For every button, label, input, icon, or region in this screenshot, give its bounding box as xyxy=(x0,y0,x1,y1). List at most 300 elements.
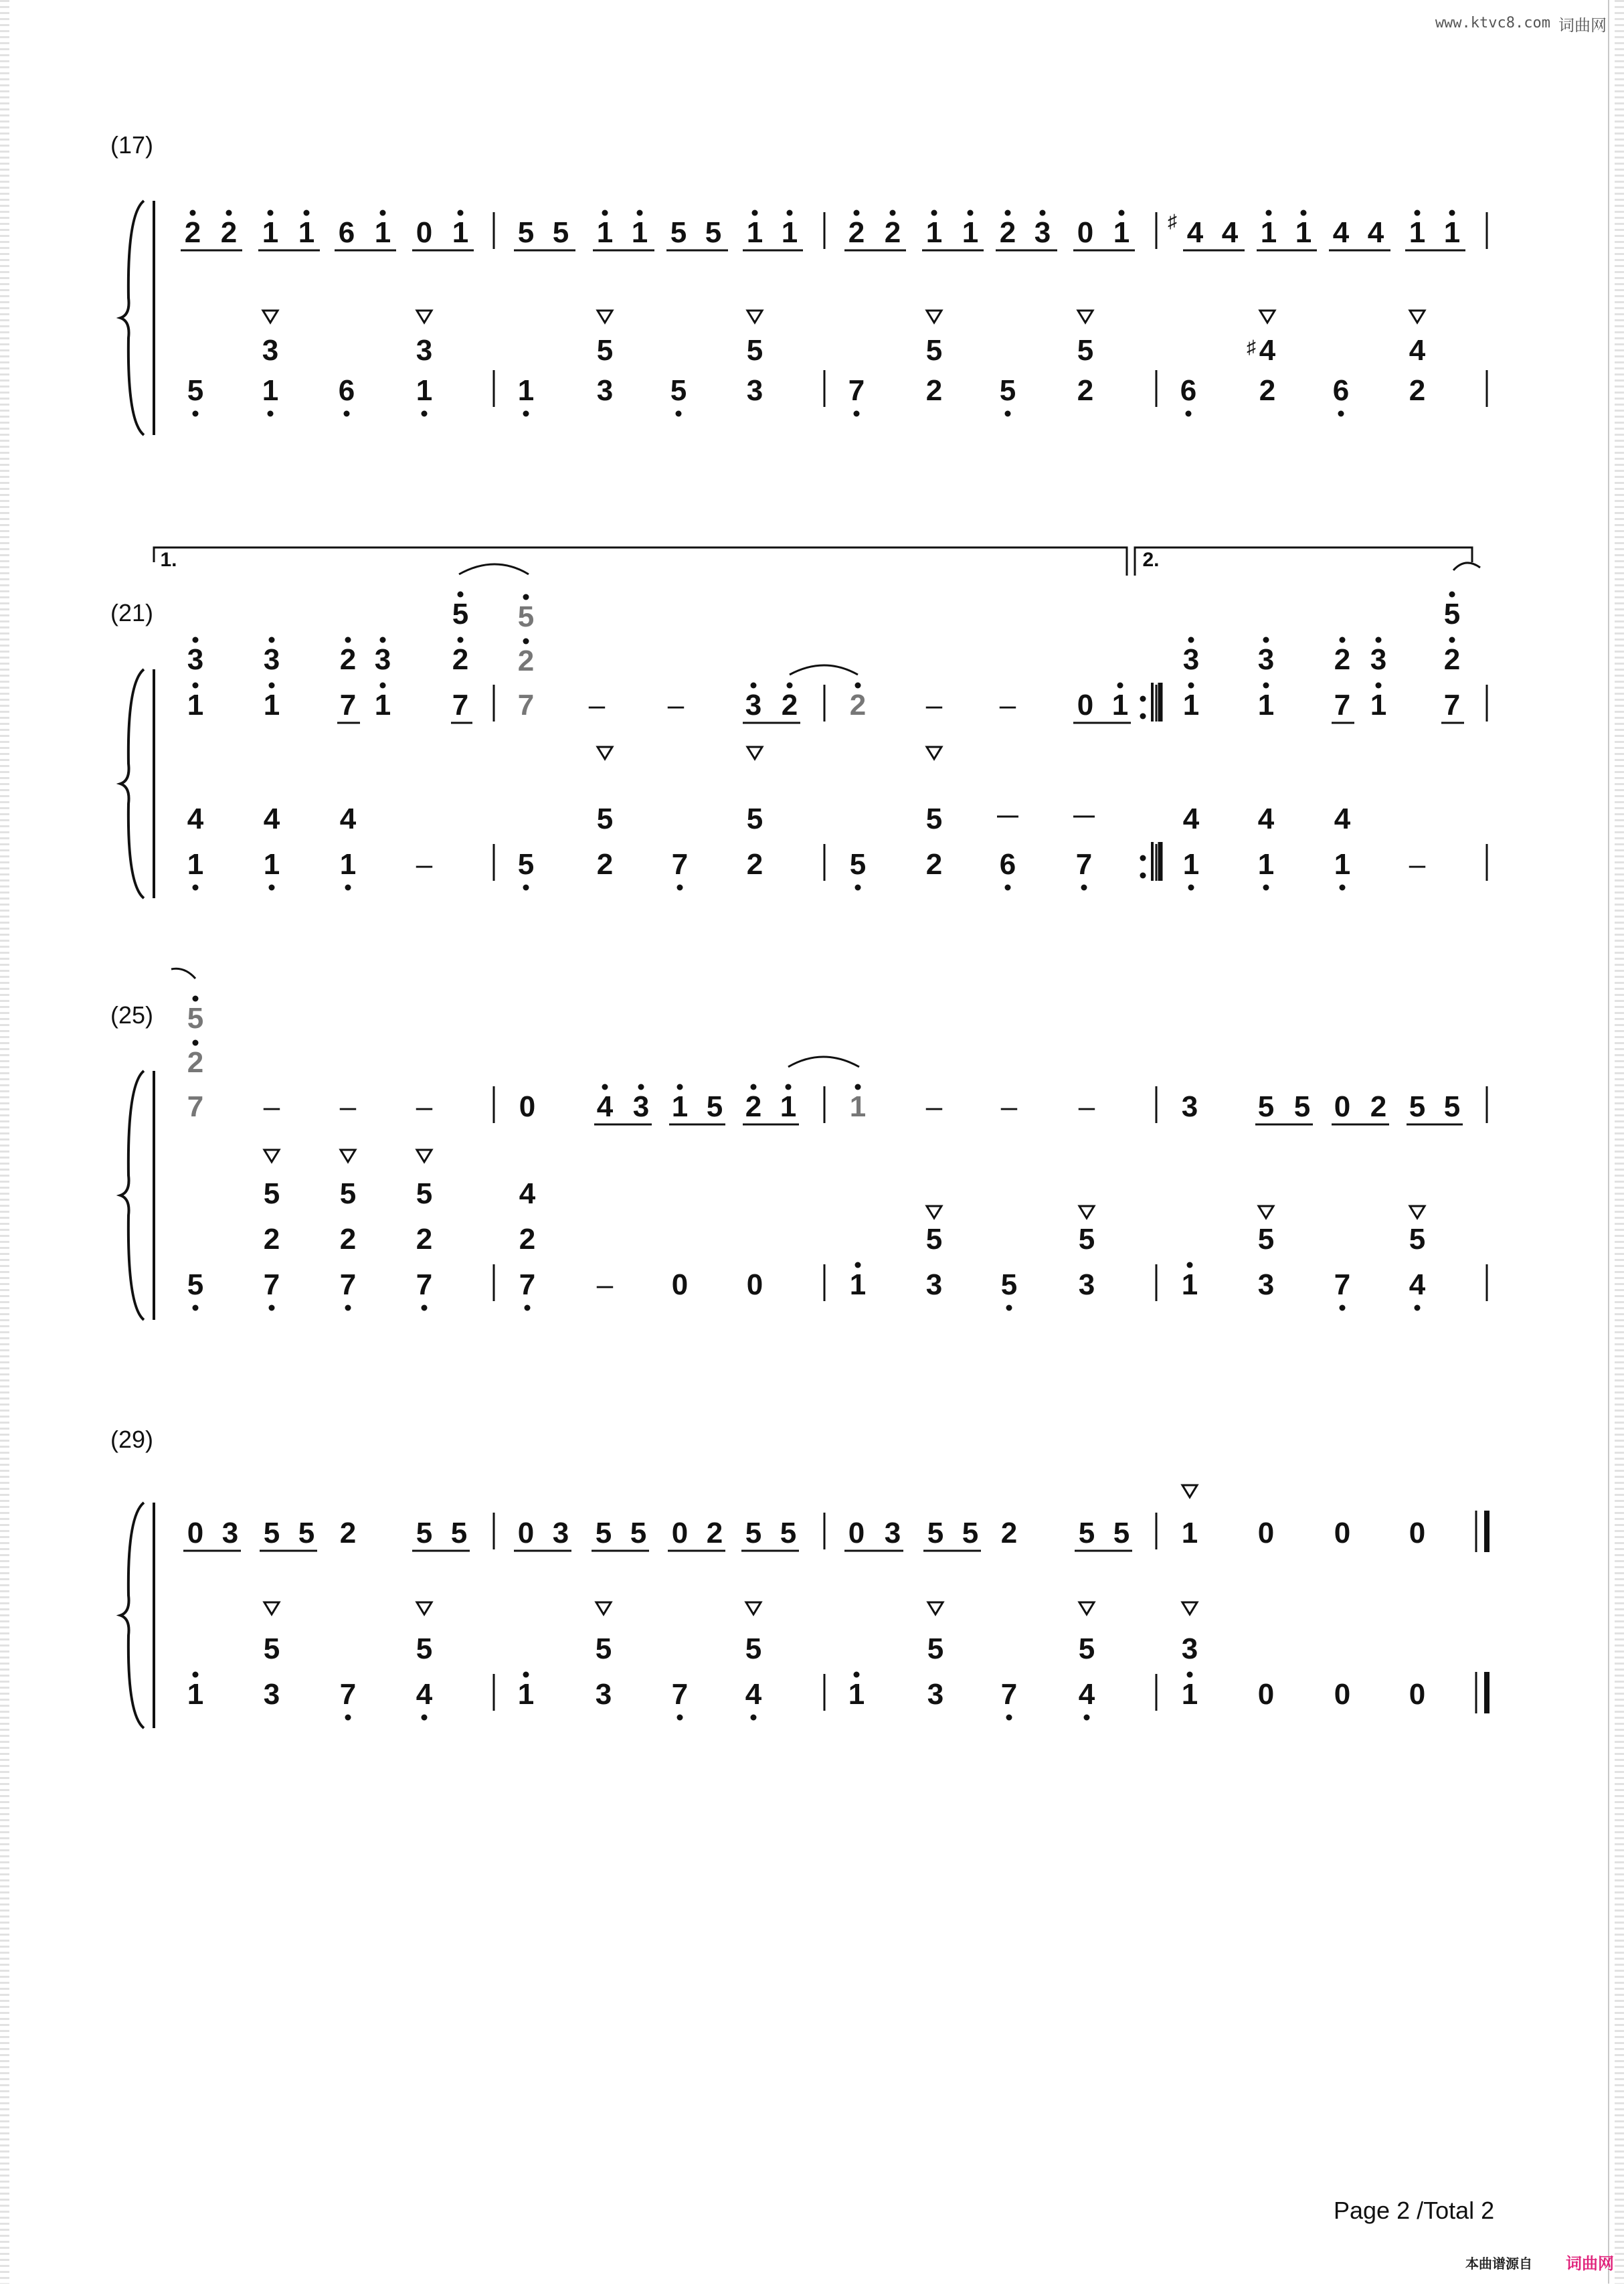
note: 3 xyxy=(595,1678,612,1711)
note: 1 xyxy=(1257,689,1275,722)
low-octave-dot xyxy=(1340,1305,1346,1311)
note: 6 xyxy=(999,848,1016,881)
note: – xyxy=(263,1090,280,1123)
high-octave-dot xyxy=(458,637,464,643)
note: 5 xyxy=(1409,1223,1426,1256)
note: 1 xyxy=(1113,216,1130,249)
accent-triangle xyxy=(747,747,762,759)
note: 2 xyxy=(1000,1517,1018,1549)
note: 1 xyxy=(339,848,357,881)
high-octave-dot xyxy=(855,683,861,689)
note: 5 xyxy=(596,802,614,835)
note: 4 xyxy=(1257,802,1275,835)
note: 7 xyxy=(1334,689,1351,722)
note: – xyxy=(416,848,433,881)
high-octave-dot xyxy=(1187,1262,1193,1268)
high-octave-dot xyxy=(602,1084,608,1090)
high-octave-dot xyxy=(854,1672,860,1678)
note: 3 xyxy=(221,1517,239,1549)
note: – xyxy=(1078,1090,1095,1123)
high-octave-dot xyxy=(193,637,199,643)
note: 5 xyxy=(450,1517,468,1549)
note: 4 xyxy=(416,1678,433,1711)
note: 1 xyxy=(416,374,433,407)
note: 4 xyxy=(596,1090,614,1123)
low-octave-dot xyxy=(193,1305,199,1311)
high-octave-dot xyxy=(1263,683,1269,689)
note: 5 xyxy=(925,802,943,835)
high-octave-dot xyxy=(751,683,757,689)
low-octave-dot xyxy=(1006,1715,1012,1721)
note: 5 xyxy=(1078,1517,1095,1549)
note: 5 xyxy=(670,374,687,407)
note: 0 xyxy=(1077,689,1094,722)
measure-number-29: (29) xyxy=(110,1426,154,1453)
note: 2 xyxy=(339,1223,357,1256)
accent-triangle xyxy=(927,747,941,759)
note: 2 xyxy=(452,643,469,676)
note: 3 xyxy=(1257,643,1275,676)
high-octave-dot xyxy=(968,210,974,216)
high-octave-dot xyxy=(1301,210,1307,216)
note: 5 xyxy=(745,1632,762,1665)
high-octave-dot xyxy=(931,210,937,216)
note: 4 xyxy=(1409,1268,1426,1301)
note: – xyxy=(925,1090,943,1123)
high-octave-dot xyxy=(1376,683,1382,689)
low-octave-dot xyxy=(676,411,682,417)
note: 5 xyxy=(927,1632,944,1665)
site-url: www.ktvc8.com xyxy=(1435,15,1550,31)
note: 5 xyxy=(298,1517,315,1549)
note: 1 xyxy=(1182,689,1200,722)
accent-triangle xyxy=(598,311,612,323)
note: 5 xyxy=(1293,1090,1311,1123)
accent-triangle xyxy=(1079,1206,1094,1218)
high-octave-dot xyxy=(1188,683,1194,689)
note: 3 xyxy=(746,374,763,407)
note: 3 xyxy=(884,1517,901,1549)
note: 3 xyxy=(745,689,762,722)
note: 5 xyxy=(1443,1090,1461,1123)
high-octave-dot xyxy=(380,637,386,643)
accent-triangle xyxy=(928,1602,943,1614)
note: 2 xyxy=(848,216,865,249)
note: 4 xyxy=(339,802,357,835)
low-octave-dot xyxy=(854,411,860,417)
grand-staff-brace xyxy=(120,1071,144,1320)
note: 1 xyxy=(1260,216,1277,249)
accent-triangle xyxy=(1182,1602,1197,1614)
high-octave-dot xyxy=(602,210,608,216)
high-octave-dot xyxy=(787,683,793,689)
note: 0 xyxy=(519,1090,536,1123)
tie-slur xyxy=(788,1057,859,1067)
accent-triangle xyxy=(1260,311,1275,323)
note: 2 xyxy=(925,374,943,407)
low-octave-dot xyxy=(269,885,275,891)
note: 2 xyxy=(746,848,763,881)
high-octave-dot xyxy=(193,1672,199,1678)
note: 5 xyxy=(1443,598,1461,630)
note: 5 xyxy=(1257,1090,1275,1123)
note: 7 xyxy=(671,1678,689,1711)
note: 7 xyxy=(848,374,865,407)
note: 5 xyxy=(745,1517,762,1549)
note: 7 xyxy=(1000,1678,1018,1711)
note: 1 xyxy=(1181,1517,1198,1549)
note: 5 xyxy=(416,1177,433,1210)
note: 7 xyxy=(1443,689,1461,722)
low-octave-dot xyxy=(345,1715,351,1721)
high-octave-dot xyxy=(1449,592,1455,598)
note: – xyxy=(1409,848,1426,881)
note: 5 xyxy=(670,216,687,249)
note: 4 xyxy=(1182,802,1200,835)
low-octave-dot xyxy=(422,1715,428,1721)
note: 5 xyxy=(1409,1090,1426,1123)
high-octave-dot xyxy=(269,683,275,689)
note: 1 xyxy=(263,689,280,722)
note: 4 xyxy=(1367,216,1384,249)
accent-triangle xyxy=(927,1206,941,1218)
accent-triangle xyxy=(927,311,941,323)
note: 2 xyxy=(416,1223,433,1256)
note: 0 xyxy=(187,1517,204,1549)
note: 5 xyxy=(999,374,1016,407)
note: 7 xyxy=(1075,848,1093,881)
note: 1 xyxy=(1370,689,1387,722)
note: 4 xyxy=(187,802,204,835)
note: 7 xyxy=(339,1268,357,1301)
note: 4 xyxy=(1186,216,1204,249)
high-octave-dot xyxy=(345,637,351,643)
source-text: 本曲谱源自 xyxy=(1465,2256,1532,2272)
note: 2 xyxy=(1370,1090,1387,1123)
note: 2 xyxy=(596,848,614,881)
note: 4 xyxy=(745,1678,762,1711)
note: 5 xyxy=(339,1177,357,1210)
note: 0 xyxy=(671,1517,689,1549)
note: 2 xyxy=(849,689,867,722)
note: 1 xyxy=(1257,848,1275,881)
note: 4 xyxy=(263,802,280,835)
high-octave-dot xyxy=(304,210,310,216)
note: 1 xyxy=(374,216,391,249)
note: 4 xyxy=(1259,334,1276,367)
note: 3 xyxy=(596,374,614,407)
note: 7 xyxy=(339,689,357,722)
note: 0 xyxy=(1077,216,1094,249)
note: 5 xyxy=(927,1517,944,1549)
accent-triangle xyxy=(263,311,278,323)
note: 5 xyxy=(263,1177,280,1210)
note: 0 xyxy=(1334,1090,1351,1123)
high-octave-dot xyxy=(752,210,758,216)
low-octave-dot xyxy=(1263,885,1269,891)
note: 5 xyxy=(706,1090,723,1123)
note: 3 xyxy=(1370,643,1387,676)
note: 0 xyxy=(848,1517,865,1549)
repeat-dot xyxy=(1140,855,1146,861)
note: 5 xyxy=(705,216,722,249)
grand-staff-brace xyxy=(120,669,144,898)
note: 5 xyxy=(1000,1268,1018,1301)
note: – xyxy=(416,1090,433,1123)
note: 0 xyxy=(416,216,433,249)
note: 1 xyxy=(1111,689,1129,722)
note: 7 xyxy=(339,1678,357,1711)
high-octave-dot xyxy=(193,1040,199,1046)
note: 6 xyxy=(338,216,355,249)
note: 2 xyxy=(184,216,201,249)
high-octave-dot xyxy=(1005,210,1011,216)
grand-staff-brace xyxy=(120,1503,144,1728)
high-octave-dot xyxy=(1188,637,1194,643)
high-octave-dot xyxy=(268,210,274,216)
note: 5 xyxy=(1078,1632,1095,1665)
note: 0 xyxy=(1334,1678,1351,1711)
accent-triangle xyxy=(1182,1485,1197,1497)
high-octave-dot xyxy=(1119,210,1125,216)
high-octave-dot xyxy=(787,210,793,216)
low-octave-dot xyxy=(345,1305,351,1311)
note: 5 xyxy=(746,334,763,367)
note: 5 xyxy=(849,848,867,881)
low-octave-dot xyxy=(1340,885,1346,891)
note: 7 xyxy=(671,848,689,881)
note: 3 xyxy=(552,1517,569,1549)
repeat-dot xyxy=(1140,873,1146,879)
note: 1 xyxy=(187,689,204,722)
note: 2 xyxy=(999,216,1016,249)
note: 0 xyxy=(671,1268,689,1301)
note: 2 xyxy=(1334,643,1351,676)
note: 5 xyxy=(452,598,469,630)
note: – xyxy=(588,689,606,722)
accent-triangle xyxy=(264,1150,279,1162)
high-octave-dot xyxy=(1415,210,1421,216)
note: 5 xyxy=(517,848,535,881)
note: 2 xyxy=(706,1517,723,1549)
note: 1 xyxy=(263,848,280,881)
note: 4 xyxy=(1078,1678,1095,1711)
note: 7 xyxy=(519,1268,536,1301)
low-octave-dot xyxy=(677,1715,683,1721)
high-octave-dot xyxy=(458,592,464,598)
note: 3 xyxy=(1078,1268,1095,1301)
low-octave-dot xyxy=(269,1305,275,1311)
note: 0 xyxy=(1257,1517,1275,1549)
note: 5 xyxy=(552,216,569,249)
note: 1 xyxy=(452,216,469,249)
note: 5 xyxy=(416,1517,433,1549)
page-number: Page 2 /Total 2 xyxy=(1334,2197,1495,2224)
note: 6 xyxy=(1180,374,1197,407)
measure-number-25: (25) xyxy=(110,1001,154,1029)
tie-slur xyxy=(459,564,529,574)
note: 1 xyxy=(1334,848,1351,881)
note: 1 xyxy=(517,1678,535,1711)
note: 1 xyxy=(848,1678,865,1711)
high-octave-dot xyxy=(638,1084,644,1090)
accent-triangle xyxy=(417,311,432,323)
note: 0 xyxy=(1257,1678,1275,1711)
accent-triangle xyxy=(1410,311,1425,323)
note: 5 xyxy=(517,600,535,633)
note: 3 xyxy=(187,643,204,676)
tie-slur xyxy=(171,968,195,979)
note: 1 xyxy=(962,216,979,249)
high-octave-dot xyxy=(1187,1672,1193,1678)
low-octave-dot xyxy=(193,411,199,417)
note: 2 xyxy=(1259,374,1276,407)
accent-triangle xyxy=(1078,311,1093,323)
note: 3 xyxy=(632,1090,650,1123)
note: 2 xyxy=(884,216,901,249)
note: 0 xyxy=(1334,1517,1351,1549)
high-octave-dot xyxy=(269,637,275,643)
low-octave-dot xyxy=(344,411,350,417)
high-octave-dot xyxy=(226,210,232,216)
note: 5 xyxy=(1257,1223,1275,1256)
accent-triangle xyxy=(1259,1206,1273,1218)
note: 3 xyxy=(262,334,279,367)
note: 3 xyxy=(1182,643,1200,676)
high-octave-dot xyxy=(1263,637,1269,643)
note: 0 xyxy=(1409,1678,1426,1711)
note: 2 xyxy=(745,1090,762,1123)
high-octave-dot xyxy=(855,1084,861,1090)
note: 4 xyxy=(519,1177,536,1210)
note: 5 xyxy=(263,1632,280,1665)
note: 5 xyxy=(187,1268,204,1301)
measure-number-17: (17) xyxy=(110,131,154,159)
low-octave-dot xyxy=(268,411,274,417)
low-octave-dot xyxy=(677,885,683,891)
high-octave-dot xyxy=(677,1084,683,1090)
high-octave-dot xyxy=(523,1672,529,1678)
note: 1 xyxy=(1181,1268,1198,1301)
note: 7 xyxy=(1334,1268,1351,1301)
note: 2 xyxy=(1077,374,1094,407)
high-octave-dot xyxy=(751,1084,757,1090)
note: – xyxy=(667,689,685,722)
note: 5 xyxy=(595,1517,612,1549)
note: 3 xyxy=(1181,1632,1198,1665)
low-octave-dot xyxy=(523,885,529,891)
note: 3 xyxy=(416,334,433,367)
accent-triangle xyxy=(1410,1206,1425,1218)
source-logo: 词曲网 xyxy=(1566,2254,1614,2273)
low-octave-dot xyxy=(1084,1715,1090,1721)
note: 3 xyxy=(1034,216,1051,249)
low-octave-dot xyxy=(422,1305,428,1311)
note: 2 xyxy=(1443,643,1461,676)
note: – xyxy=(925,689,943,722)
accent-triangle xyxy=(598,747,612,759)
note: 7 xyxy=(517,689,535,722)
note: 1 xyxy=(374,689,391,722)
note: 3 xyxy=(263,643,280,676)
high-octave-dot xyxy=(1376,637,1382,643)
note: 1 xyxy=(262,374,279,407)
note: 1 xyxy=(671,1090,689,1123)
note: 1 xyxy=(187,1678,204,1711)
low-octave-dot xyxy=(1005,411,1011,417)
note: 5 xyxy=(746,802,763,835)
low-octave-dot xyxy=(855,885,861,891)
note: 4 xyxy=(1332,216,1350,249)
note: 2 xyxy=(339,1517,357,1549)
note: 6 xyxy=(1332,374,1350,407)
note: 5 xyxy=(595,1632,612,1665)
high-octave-dot xyxy=(523,639,529,645)
high-octave-dot xyxy=(380,683,386,689)
note: 4 xyxy=(1409,334,1426,367)
low-octave-dot xyxy=(1005,885,1011,891)
note: 5 xyxy=(517,216,535,249)
note: 3 xyxy=(374,643,391,676)
low-octave-dot xyxy=(525,1305,531,1311)
high-octave-dot xyxy=(855,1262,861,1268)
high-octave-dot xyxy=(1449,210,1455,216)
note: 6 xyxy=(338,374,355,407)
low-octave-dot xyxy=(523,411,529,417)
note: 1 xyxy=(746,216,763,249)
note: 5 xyxy=(962,1517,979,1549)
low-octave-dot xyxy=(1415,1305,1421,1311)
note: 2 xyxy=(519,1223,536,1256)
note: 1 xyxy=(262,216,279,249)
note: 5 xyxy=(925,334,943,367)
note: 1 xyxy=(849,1090,867,1123)
note: 5 xyxy=(187,374,204,407)
note: 1 xyxy=(1182,848,1200,881)
note: 3 xyxy=(263,1678,280,1711)
accent-triangle xyxy=(596,1602,611,1614)
high-octave-dot xyxy=(190,210,196,216)
low-octave-dot xyxy=(1006,1305,1012,1311)
low-octave-dot xyxy=(1186,411,1192,417)
low-octave-dot xyxy=(422,411,428,417)
sharp-sign: ♯ xyxy=(1247,337,1256,357)
note: 7 xyxy=(263,1268,280,1301)
high-octave-dot xyxy=(458,210,464,216)
note: 1 xyxy=(1181,1678,1198,1711)
note: 1 xyxy=(781,216,798,249)
accent-triangle xyxy=(746,1602,761,1614)
note: 5 xyxy=(263,1517,280,1549)
note: 0 xyxy=(746,1268,763,1301)
high-octave-dot xyxy=(1040,210,1046,216)
accent-triangle xyxy=(264,1602,279,1614)
low-octave-dot xyxy=(193,885,199,891)
tie-slur xyxy=(790,665,858,675)
note: 1 xyxy=(1409,216,1426,249)
high-octave-dot xyxy=(193,683,199,689)
note: 7 xyxy=(452,689,469,722)
note: 7 xyxy=(187,1090,204,1123)
high-octave-dot xyxy=(523,594,529,600)
note: 1 xyxy=(1295,216,1312,249)
note: 5 xyxy=(1077,334,1094,367)
note: 1 xyxy=(780,1090,797,1123)
note: 3 xyxy=(1181,1090,1198,1123)
note: 3 xyxy=(927,1678,944,1711)
note: 2 xyxy=(781,689,798,722)
low-octave-dot xyxy=(1081,885,1087,891)
